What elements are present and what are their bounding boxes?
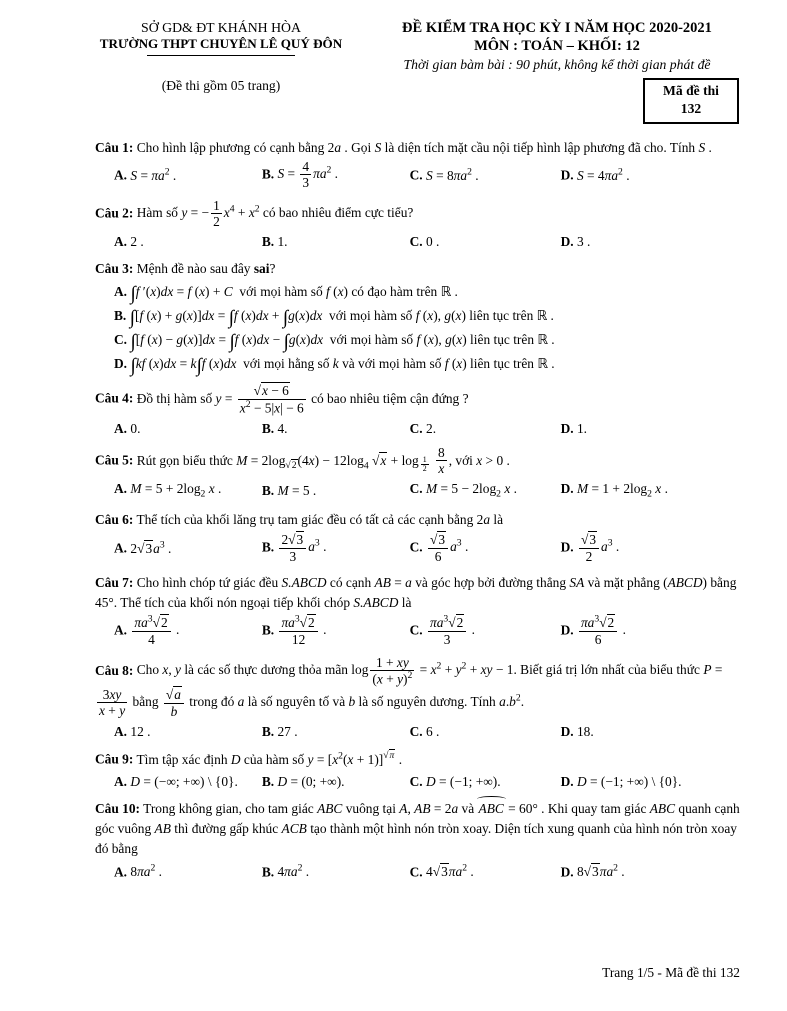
option-value: D = (0; +∞).	[277, 773, 345, 789]
option-key: C.	[409, 167, 423, 183]
option-a	[114, 862, 262, 882]
option-value: 1.	[576, 420, 588, 436]
option-key: A.	[114, 420, 128, 436]
option-d	[561, 232, 743, 251]
header-right	[369, 20, 745, 124]
option-c	[410, 615, 561, 648]
question-body: Cho x, y là các số thực dương thỏa mãn log $\frac{1 + xy}{(x + y)^2}$ = $x^2 + y^2$ + xy − 1. Biết giá trị lớn nhất của biểu thức P = $\frac{3xy}{x + y}$ bằng $\frac{√a}{b}$ trong đó a là số nguyên tố và b là số nguyên dương. Tính $a.b^2$.	[99, 654, 723, 719]
option-b	[114, 306, 743, 327]
option-key: D.	[560, 539, 574, 555]
option-value: $\frac{\pi a^3√2}{6}$ .	[580, 613, 626, 647]
option-c	[410, 532, 561, 565]
question-body: Cho hình chóp tứ giác đều S.ABCD có cạnh AB = a và góc hợp bởi đường thẳng SA và mặt phẳng (ABCD) bằng 45°. Thể tích của khối nón ngoại tiếp khối chóp S.ABCD là	[95, 574, 737, 610]
option-c	[410, 722, 561, 741]
question-options	[95, 862, 743, 882]
option-key: C.	[409, 864, 423, 880]
option-key: A.	[114, 284, 128, 300]
header-left	[85, 20, 357, 124]
option-value: $\frac{\pi a^3√2}{3}$ .	[430, 613, 475, 647]
option-key: A.	[114, 864, 128, 880]
option-key: C.	[409, 233, 423, 249]
option-c	[410, 772, 561, 791]
question-10	[95, 799, 743, 881]
exam-subject: MÔN : TOÁN – KHỐI: 12	[474, 38, 640, 54]
school-name: TRƯỜNG THPT CHUYÊN LÊ QUÝ ĐÔN	[99, 36, 343, 51]
option-key: A.	[114, 540, 128, 556]
option-b	[262, 722, 410, 741]
question-label: Câu 2:	[95, 205, 134, 221]
option-value: $4\pi a^2$ .	[277, 862, 310, 880]
option-a	[114, 479, 262, 502]
option-value: $\frac{\pi a^3√2}{4}$ .	[134, 613, 180, 647]
time-note: Thời gian bàm bài : 90 phút, không kể thời gian phát đề	[403, 57, 711, 72]
option-c	[410, 232, 561, 251]
question-2	[95, 199, 743, 251]
option-c	[410, 862, 561, 882]
option-key: B.	[114, 308, 127, 324]
question-label: Câu 9:	[95, 751, 134, 767]
option-value: $\frac{√3}{2}$ $a^3$ .	[580, 531, 620, 564]
question-text	[95, 799, 743, 859]
question-body: Đồ thị hàm số y = $\frac{√x - 6}{x^2 - 5|x| - 6}$ có bao nhiêu tiệm cận đứng ?	[136, 383, 469, 416]
question-text	[95, 573, 743, 613]
option-value: D = (−1; +∞) \ {0}.	[576, 773, 682, 789]
option-value: ∫[f (x) − g(x)]dx = ∫f (x)dx − ∫g(x)dx với mọi hàm số f (x), g(x) liên tục trên ℝ .	[130, 331, 555, 353]
option-d	[561, 165, 743, 185]
question-text	[95, 749, 743, 770]
question-text	[95, 199, 743, 230]
page-footer	[602, 965, 740, 981]
option-key: A.	[114, 167, 128, 183]
option-value: ∫f ′(x)dx = f (x) + C với mọi hàm số f (x) có đạo hàm trên ℝ .	[130, 283, 458, 305]
option-value: $8√3\pi a^2$ .	[576, 862, 625, 880]
option-d	[561, 722, 743, 741]
question-8	[95, 656, 743, 742]
option-key: C.	[409, 723, 423, 739]
question-label: Câu 4:	[95, 390, 134, 406]
option-d	[561, 479, 743, 502]
option-value: 4.	[277, 420, 288, 436]
option-key: B.	[261, 539, 275, 555]
option-value: $S = \pi a^2$ .	[130, 166, 177, 183]
option-d	[561, 419, 743, 438]
exam-code-number: 132	[680, 101, 702, 117]
question-3	[95, 259, 743, 375]
option-value: 2 .	[130, 233, 144, 249]
question-body: Tìm tập xác định D của hàm số $y = [x^2(x + 1)]^{√\pi}$ .	[136, 750, 403, 767]
question-body: Cho hình lập phương có cạnh bằng 2a . Gọi S là diện tích mặt cầu nội tiếp hình lập phương đã cho. Tính S .	[136, 139, 712, 155]
question-options	[95, 532, 743, 565]
question-label: Câu 1:	[95, 139, 134, 155]
option-value: ∫kf (x)dx = k∫f (x)dx với mọi hằng số k và với mọi hàm số f (x) liên tục trên ℝ .	[130, 355, 555, 377]
header-underline	[147, 55, 295, 56]
option-key: C.	[409, 480, 423, 496]
question-text	[95, 656, 743, 720]
option-value: $M = 1 + 2\log_2$ x .	[576, 480, 668, 500]
option-value: 1.	[277, 233, 288, 249]
option-key: D.	[114, 356, 128, 372]
option-value: $M = 5 - 2\log_2$ x .	[426, 480, 517, 500]
question-text	[95, 510, 743, 530]
option-b	[262, 481, 410, 500]
option-value: $\frac{\pi a^3√2}{12}$ .	[281, 613, 327, 647]
question-9	[95, 749, 743, 791]
option-c	[410, 165, 561, 185]
option-a	[114, 232, 262, 251]
question-options	[95, 282, 743, 375]
option-value: $\frac{2√3}{3}$ $a^3$ .	[281, 531, 327, 564]
option-value: S = $\frac{4}{3}$ $\pi a^2$ .	[277, 158, 339, 190]
question-1	[95, 138, 743, 191]
option-value: M = 5 .	[277, 482, 317, 498]
question-body: Mệnh đề nào sau đây sai?	[136, 261, 276, 277]
option-key: C.	[409, 773, 423, 789]
exam-title: ĐỀ KIỂM TRA HỌC KỲ I NĂM HỌC 2020-2021	[402, 20, 712, 36]
option-value: $4√3\pi a^2$ .	[426, 862, 474, 880]
option-key: D.	[560, 167, 574, 183]
question-options	[95, 722, 743, 741]
question-label: Câu 6:	[95, 511, 134, 527]
option-key: A.	[114, 773, 128, 789]
option-value: $\frac{√3}{6}$ $a^3$ .	[430, 531, 469, 564]
option-key: D.	[560, 622, 574, 638]
question-options	[95, 615, 743, 648]
option-value: 0.	[130, 420, 141, 436]
option-key: D.	[560, 773, 574, 789]
option-key: A.	[114, 622, 128, 638]
option-key: B.	[261, 482, 275, 498]
question-label: Câu 5:	[95, 452, 134, 468]
questions-list	[0, 128, 787, 882]
option-key: C.	[114, 332, 128, 348]
question-label: Câu 7:	[95, 574, 134, 590]
question-options	[95, 232, 743, 251]
option-key: C.	[409, 539, 423, 555]
option-value: $M = 5 + 2\log_2$ x .	[130, 480, 222, 500]
option-b	[262, 160, 410, 191]
option-value: ∫[f (x) + g(x)]dx = ∫f (x)dx + ∫g(x)dx với mọi hàm số f (x), g(x) liên tục trên ℝ .	[129, 307, 554, 329]
question-text	[95, 138, 743, 158]
exam-code-box	[643, 78, 739, 124]
option-value: 27 .	[277, 723, 298, 739]
question-text	[95, 446, 743, 477]
option-b	[262, 532, 410, 565]
option-d	[561, 862, 743, 882]
question-6	[95, 510, 743, 565]
option-d	[561, 532, 743, 565]
exam-header	[0, 0, 787, 128]
option-key: A.	[114, 480, 128, 496]
option-value: 6 .	[426, 723, 440, 739]
option-value: 12 .	[130, 723, 151, 739]
option-a	[114, 282, 743, 303]
option-c	[114, 330, 743, 351]
question-label: Câu 8:	[95, 662, 134, 678]
question-body: Thể tích của khối lăng trụ tam giác đều có tất cả các cạnh bằng 2a là	[136, 511, 504, 527]
option-key: B.	[261, 723, 275, 739]
option-d	[561, 772, 743, 791]
option-key: B.	[261, 420, 275, 436]
question-body: Hàm số y = − $\frac{1}{2}$ $x^4 + x^2$ có bao nhiêu điểm cực tiểu?	[136, 197, 414, 229]
option-value: 2.	[426, 420, 437, 436]
question-options	[95, 479, 743, 502]
option-b	[262, 419, 410, 438]
question-label: Câu 3:	[95, 261, 134, 277]
option-d	[114, 354, 743, 375]
option-a	[114, 538, 262, 558]
option-value: $8\pi a^2$ .	[130, 862, 163, 880]
question-text	[95, 383, 743, 416]
question-options	[95, 772, 743, 791]
option-b	[262, 615, 410, 648]
option-value: 18.	[576, 723, 594, 739]
question-options	[95, 419, 743, 438]
department-name: SỞ GD& ĐT KHÁNH HÒA	[141, 20, 301, 35]
option-key: D.	[560, 480, 574, 496]
option-key: B.	[261, 773, 275, 789]
option-value: $2√3a^3$ .	[130, 539, 172, 556]
option-key: C.	[409, 622, 423, 638]
option-value: $S = 4\pi a^2$ .	[576, 166, 630, 183]
question-options	[95, 160, 743, 191]
option-a	[114, 165, 262, 185]
pages-note: (Đề thi gồm 05 trang)	[161, 78, 281, 93]
option-key: C.	[409, 420, 423, 436]
option-key: D.	[560, 420, 574, 436]
option-a	[114, 419, 262, 438]
option-b	[262, 862, 410, 882]
option-b	[262, 232, 410, 251]
option-value: D = (−∞; +∞) \ {0}.	[130, 773, 238, 789]
option-key: D.	[560, 864, 574, 880]
page-number: Trang 1/5 - Mã đề thi 132	[602, 965, 740, 980]
option-key: D.	[560, 233, 574, 249]
option-value: 3 .	[576, 233, 591, 249]
option-c	[410, 419, 561, 438]
exam-code-label: Mã đề thi	[663, 83, 719, 98]
question-body: Trong không gian, cho tam giác ABC vuông tại A, AB = 2a và ABC = 60° . Khi quay tam giác ABC quanh cạnh góc vuông AB thì đường gấp khúc ACB tạo thành một hình nón tròn xoay. Diện tích xung quanh của hình nón tròn xoay đó bằng	[95, 801, 740, 857]
option-a	[114, 722, 262, 741]
option-value: $S = 8\pi a^2$ .	[426, 166, 479, 183]
option-key: B.	[261, 864, 275, 880]
question-body: Rút gọn biểu thức $M = 2\log_{√2}(4x) - 12\log_4$ √x + log $_{\frac{1}{2}}$ $\frac{8}{x}$ , với x > 0 .	[136, 444, 510, 476]
option-key: D.	[560, 723, 574, 739]
option-c	[410, 479, 561, 502]
question-7	[95, 573, 743, 648]
option-key: B.	[261, 166, 275, 182]
option-b	[262, 772, 410, 791]
question-4	[95, 383, 743, 438]
option-key: A.	[114, 723, 128, 739]
option-a	[114, 615, 262, 648]
question-text	[95, 259, 743, 279]
question-5	[95, 446, 743, 502]
question-label: Câu 10:	[95, 801, 141, 817]
option-value: D = (−1; +∞).	[426, 773, 501, 789]
option-value: 0 .	[426, 233, 440, 249]
option-key: A.	[114, 233, 128, 249]
option-a	[114, 772, 262, 791]
option-key: B.	[261, 622, 275, 638]
option-key: B.	[261, 233, 275, 249]
option-d	[561, 615, 743, 648]
